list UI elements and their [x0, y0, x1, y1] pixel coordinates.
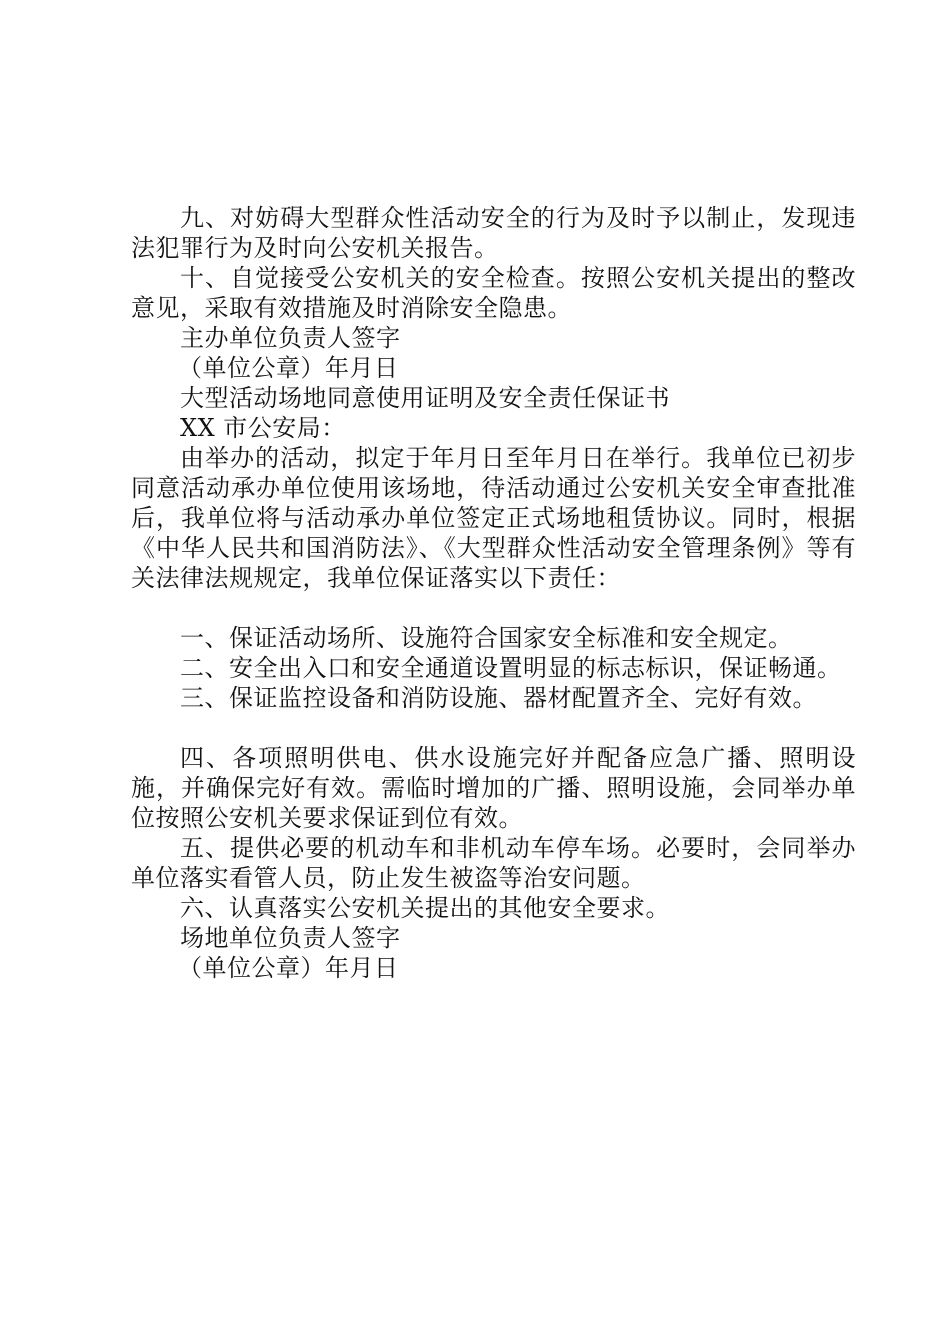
duty-2-paragraph: 二、安全出入口和安全通道设置明显的标志标识，保证畅通。	[180, 654, 842, 682]
duty-3-paragraph: 三、保证监控设备和消防设施、器材配置齐全、完好有效。	[180, 684, 817, 712]
venue-signature-line: 场地单位负责人签字	[180, 924, 401, 952]
duty-5-paragraph: 五、提供必要的机动车和非机动车停车场。必要时，会同举办单位落实看管人员，防止发生被盗等治安问题。	[131, 834, 856, 892]
document-title: 大型活动场地同意使用证明及安全责任保证书	[180, 384, 670, 412]
organizer-signature-line: 主办单位负责人签字	[180, 324, 401, 352]
item-10-paragraph: 十、自觉接受公安机关的安全检查。按照公安机关提出的整改意见，采取有效措施及时消除安全隐患。	[131, 264, 856, 322]
organizer-seal-date-line: （单位公章）年月日	[178, 354, 399, 382]
duty-1-paragraph: 一、保证活动场所、设施符合国家安全标准和安全规定。	[180, 624, 793, 652]
intro-paragraph: 由举办的活动，拟定于年月日至年月日在举行。我单位已初步同意活动承办单位使用该场地，待活动通过公安机关安全审查批准后，我单位将与活动承办单位签定正式场地租赁协议。同时，根据《中华人民共和国消防法》、《大型群众性活动安全管理条例》等有关法律法规规定，我单位保证落实以下责任：	[131, 444, 856, 592]
duty-6-paragraph: 六、认真落实公安机关提出的其他安全要求。	[180, 894, 670, 922]
duty-4-paragraph: 四、各项照明供电、供水设施完好并配备应急广播、照明设施，并确保完好有效。需临时增加的广播、照明设施，会同举办单位按照公安机关要求保证到位有效。	[131, 744, 856, 832]
document-body	[131, 203, 856, 983]
item-9-paragraph: 九、对妨碍大型群众性活动安全的行为及时予以制止，发现违法犯罪行为及时向公安机关报告。	[131, 204, 856, 262]
addressee-line: XX 市公安局：	[180, 414, 346, 442]
venue-seal-date-line: （单位公章）年月日	[178, 954, 399, 982]
